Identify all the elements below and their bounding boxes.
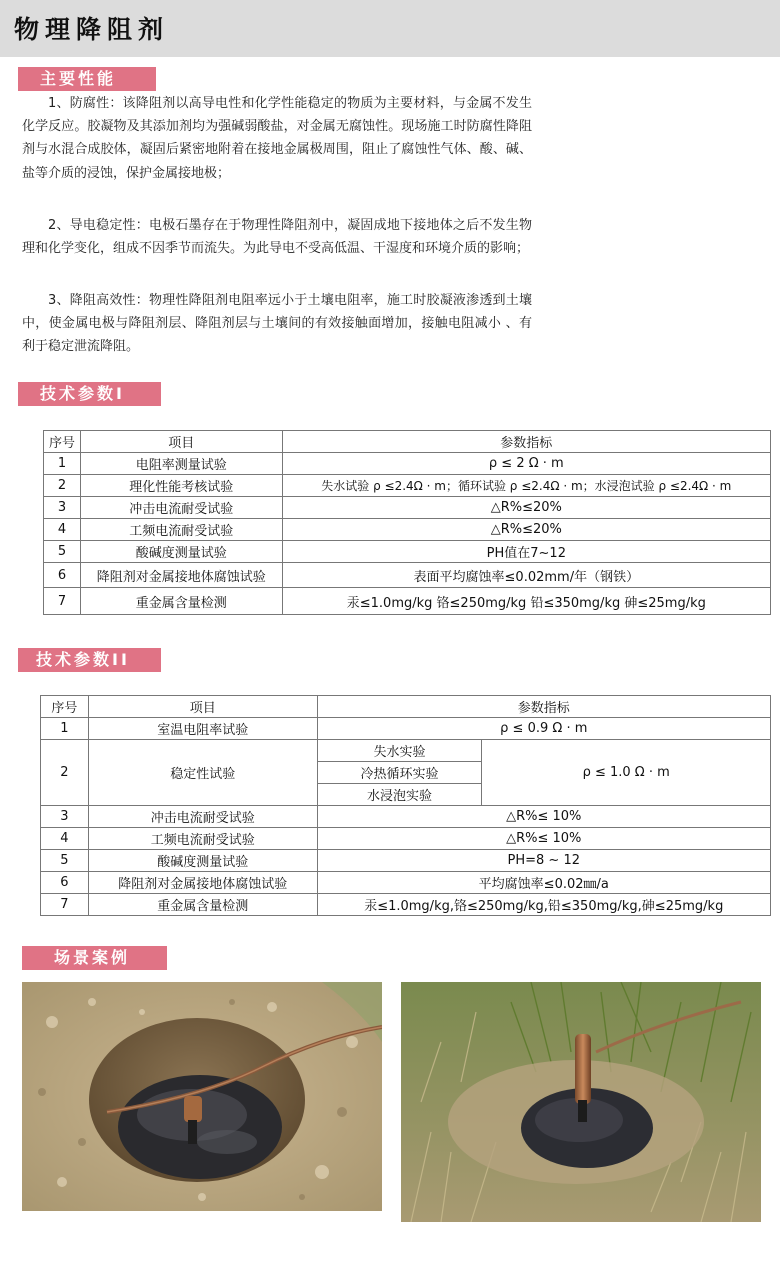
- cell-no: 7: [44, 588, 81, 615]
- header-value: 参数指标: [282, 431, 770, 453]
- cell-item: 酸碱度测量试验: [88, 850, 317, 872]
- cell-no: 6: [44, 563, 81, 588]
- header-no: 序号: [41, 696, 89, 718]
- table-row: [44, 475, 771, 497]
- table-row: [41, 740, 771, 762]
- section-tag-tech1: 技术参数I: [18, 382, 161, 406]
- cell-item: 稳定性试验: [88, 740, 317, 806]
- section-tag-main-performance: 主要性能: [18, 67, 156, 91]
- cell-item: 重金属含量检测: [88, 894, 317, 916]
- case-photo-hole: [22, 982, 382, 1211]
- title-bar: [0, 0, 780, 57]
- tech2-table: [40, 695, 771, 916]
- table-row: [44, 541, 771, 563]
- cell-value: △R%≤20%: [282, 519, 770, 541]
- cell-no: 6: [41, 872, 89, 894]
- header-item: 项目: [88, 696, 317, 718]
- cell-value: ρ ≤ 0.9 Ω · m: [317, 718, 770, 740]
- cell-sub-test: 冷热循环实验: [317, 762, 482, 784]
- cell-value: 汞≤1.0mg/kg 铬≤250mg/kg 铅≤350mg/kg 砷≤25mg/kg: [282, 588, 770, 615]
- cell-sub-test: 失水实验: [317, 740, 482, 762]
- table-row: [41, 894, 771, 916]
- cell-item: 理化性能考核试验: [80, 475, 282, 497]
- cell-value: 表面平均腐蚀率≤0.02mm/年（钢铁）: [282, 563, 770, 588]
- cell-item: 工频电流耐受试验: [80, 519, 282, 541]
- header-value: 参数指标: [317, 696, 770, 718]
- tech1-table: [43, 430, 771, 615]
- cell-value: △R%≤ 10%: [317, 828, 770, 850]
- cell-no: 4: [44, 519, 81, 541]
- cell-value: PH=8 ~ 12: [317, 850, 770, 872]
- cell-no: 3: [41, 806, 89, 828]
- cell-item: 降阻剂对金属接地体腐蚀试验: [88, 872, 317, 894]
- cell-value: 汞≤1.0mg/kg,铬≤250mg/kg,铅≤350mg/kg,砷≤25mg/kg: [317, 894, 770, 916]
- cell-item: 冲击电流耐受试验: [88, 806, 317, 828]
- cell-value: ρ ≤ 1.0 Ω · m: [482, 740, 771, 806]
- cell-item: 工频电流耐受试验: [88, 828, 317, 850]
- cell-value: 平均腐蚀率≤0.02㎜/a: [317, 872, 770, 894]
- cell-no: 3: [44, 497, 81, 519]
- cell-sub-test: 水浸泡实验: [317, 784, 482, 806]
- table-row: [41, 872, 771, 894]
- table-row: [44, 563, 771, 588]
- table-row: [41, 828, 771, 850]
- table-row: [44, 588, 771, 615]
- header-item: 项目: [80, 431, 282, 453]
- cell-value: PH值在7~12: [282, 541, 770, 563]
- table-row: [41, 718, 771, 740]
- cell-value: △R%≤ 10%: [317, 806, 770, 828]
- table-row: [41, 806, 771, 828]
- table-header-row: [44, 431, 771, 453]
- cell-no: 1: [41, 718, 89, 740]
- header-no: 序号: [44, 431, 81, 453]
- cell-no: 4: [41, 828, 89, 850]
- cell-value: ρ ≤ 2 Ω · m: [282, 453, 770, 475]
- section-tag-cases: 场景案例: [22, 946, 167, 970]
- cell-item: 重金属含量检测: [80, 588, 282, 615]
- table-row: [44, 519, 771, 541]
- cell-item: 室温电阻率试验: [88, 718, 317, 740]
- table-row: [44, 453, 771, 475]
- page-title: 物理降阻剂: [14, 15, 170, 44]
- table-header-row: [41, 696, 771, 718]
- cell-no: 5: [44, 541, 81, 563]
- paragraph-conductivity: 2、导电稳定性：电极石墨存在于物理性降阻剂中，凝固成地下接地体之后不发生物理和化学变化，组成不因季节而流失。为此导电不受高低温、干湿度和环境介质的影响；: [22, 218, 532, 257]
- cell-no: 2: [41, 740, 89, 806]
- paragraph-corrosion: 1、防腐性：该降阻剂以高导电性和化学性能稳定的物质为主要材料，与金属不发生化学反应。胶凝物及其添加剂均为强碱弱酸盐，对金属无腐蚀性。现场施工时防腐性降阻剂与水混合成胶体，凝固后紧密地附着在接地金属极周围，阻止了腐蚀性气体、酸、碱、盐等介质的浸蚀，保护金属接地极；: [22, 96, 532, 181]
- cell-no: 5: [41, 850, 89, 872]
- case-photo-grass: [401, 982, 761, 1222]
- cell-item: 冲击电流耐受试验: [80, 497, 282, 519]
- paragraph-efficiency: 3、降阻高效性：物理性降阻剂电阻率远小于土壤电阻率，施工时胶凝液渗透到土壤中，使金属电极与降阻剂层、降阻剂层与土壤间的有效接触面增加，接触电阻减小 、有利于稳定泄流降阻。: [22, 293, 532, 355]
- cell-item: 酸碱度测量试验: [80, 541, 282, 563]
- cell-value: 失水试验 ρ ≤2.4Ω · m；循环试验 ρ ≤2.4Ω · m；水浸泡试验 ρ ≤2.4Ω · m: [282, 475, 770, 497]
- cell-item: 电阻率测量试验: [80, 453, 282, 475]
- cell-value: △R%≤20%: [282, 497, 770, 519]
- table-row: [44, 497, 771, 519]
- cell-item: 降阻剂对金属接地体腐蚀试验: [80, 563, 282, 588]
- cell-no: 7: [41, 894, 89, 916]
- cell-no: 1: [44, 453, 81, 475]
- section-tag-tech2: 技术参数II: [18, 648, 161, 672]
- cell-no: 2: [44, 475, 81, 497]
- table-row: [41, 850, 771, 872]
